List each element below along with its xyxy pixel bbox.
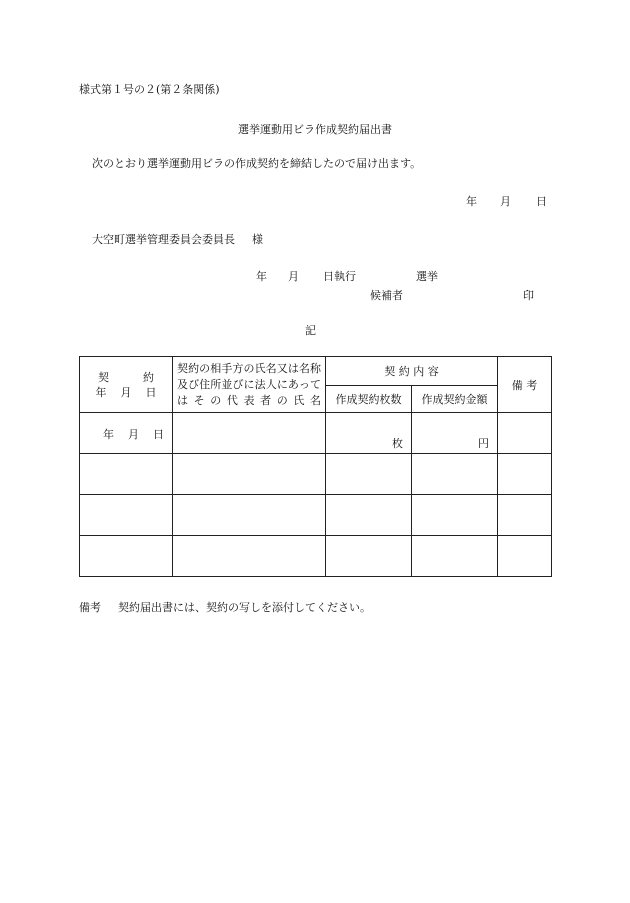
intro-text: 次のとおり選挙運動用ビラの作成契約を締結したので届け出ます。 <box>92 157 422 170</box>
table-row <box>80 495 552 536</box>
row-contract-date[interactable] <box>80 495 173 536</box>
table-header-row <box>80 357 552 386</box>
row-counterparty[interactable] <box>173 495 326 536</box>
table-row <box>80 454 552 495</box>
row-remarks[interactable] <box>498 536 552 577</box>
header-amount: 作成契約金額 <box>412 386 498 413</box>
row-remarks[interactable] <box>498 413 552 454</box>
footer-remarks-label: 備考 <box>79 601 101 614</box>
header-contract-date <box>80 357 173 413</box>
document-title: 選挙運動用ビラ作成契約届出書 <box>238 123 392 136</box>
election-day-execution: 日執行 <box>323 270 356 283</box>
row-contract-date[interactable] <box>80 536 173 577</box>
footer-remarks-text: 契約届出書には、契約の写しを添付してください。 <box>118 601 371 614</box>
header-sheet-count: 作成契約枚数 <box>326 386 412 413</box>
row-date-year: 年 <box>103 428 114 441</box>
row-amount[interactable] <box>412 495 498 536</box>
header-remarks: 備 考 <box>498 357 552 413</box>
footer-remarks <box>79 599 371 615</box>
election-label: 選挙 <box>416 270 438 283</box>
row-sheet-count[interactable] <box>326 413 412 454</box>
form-number: 様式第１号の２(第２条関係) <box>79 83 220 96</box>
contract-table <box>79 356 552 577</box>
submission-date-month: 月 <box>500 195 511 208</box>
row-sheet-count[interactable] <box>326 454 412 495</box>
header-date-char-b: 約 <box>143 370 154 384</box>
unit-yen: 円 <box>478 437 489 450</box>
header-date-day: 日 <box>145 385 157 399</box>
header-date-char-a: 契 <box>98 370 109 384</box>
row-contract-date[interactable] <box>80 454 173 495</box>
header-counterparty: 契約の相手方の氏名又は名称及び住所並びに法人にあってはその代表者の氏名 <box>173 357 326 413</box>
table-row <box>80 413 552 454</box>
submission-date-day: 日 <box>536 195 547 208</box>
row-counterparty[interactable] <box>173 413 326 454</box>
header-date-year: 年 <box>95 385 107 399</box>
row-remarks[interactable] <box>498 454 552 495</box>
row-amount[interactable] <box>412 413 498 454</box>
recipient-name: 大空町選挙管理委員会委員長 <box>92 233 235 246</box>
seal-mark: 印 <box>523 289 534 302</box>
election-year: 年 <box>256 270 267 283</box>
election-month: 月 <box>288 270 299 283</box>
row-amount[interactable] <box>412 454 498 495</box>
candidate-label: 候補者 <box>370 289 403 302</box>
row-contract-date <box>80 413 173 454</box>
submission-date-year: 年 <box>466 195 477 208</box>
recipient-honorific: 様 <box>252 233 263 246</box>
row-counterparty[interactable] <box>173 536 326 577</box>
row-date-day: 日 <box>153 428 164 441</box>
ki-heading: 記 <box>305 324 316 337</box>
unit-sheets: 枚 <box>392 437 403 450</box>
row-sheet-count[interactable] <box>326 495 412 536</box>
table-row <box>80 536 552 577</box>
row-sheet-count[interactable] <box>326 536 412 577</box>
header-date-month: 月 <box>120 385 132 399</box>
row-amount[interactable] <box>412 536 498 577</box>
row-date-month: 月 <box>128 428 139 441</box>
row-counterparty[interactable] <box>173 454 326 495</box>
row-remarks[interactable] <box>498 495 552 536</box>
header-contract-contents: 契 約 内 容 <box>326 357 498 386</box>
